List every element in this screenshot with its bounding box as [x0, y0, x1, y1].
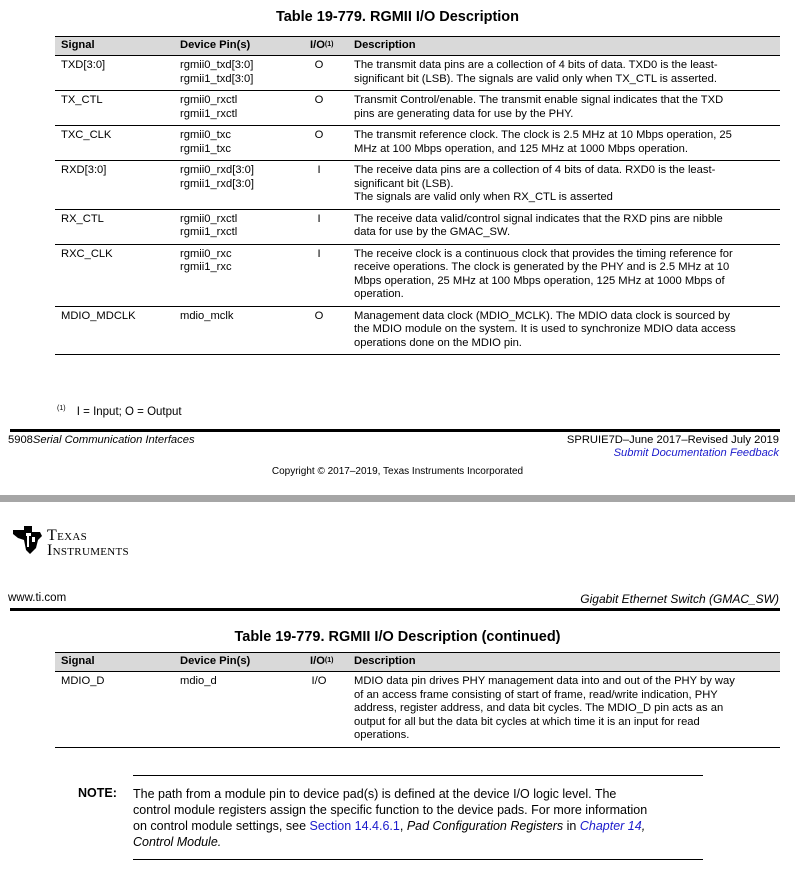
table-row — [55, 209, 780, 244]
cell-description — [348, 209, 780, 244]
description-line: data for use by the GMAC_SW. — [354, 226, 511, 238]
col-signal: Signal — [55, 653, 174, 672]
cell-device-pins — [174, 91, 304, 126]
table-row — [55, 244, 780, 306]
note-text: , — [399, 819, 407, 833]
description-line: Transmit Control/enable. The transmit enable signal indicates that the TXD — [354, 94, 724, 106]
cell-io: O — [304, 56, 348, 91]
table-title-continued: Table 19-779. RGMII I/O Description (continued) — [234, 629, 561, 645]
cell-signal: RXC_CLK — [55, 244, 174, 306]
cell-description — [348, 244, 780, 306]
footnote-mark: (1) — [57, 405, 66, 412]
device-pin: rgmii1_rxctl — [180, 107, 238, 120]
cell-signal: TXC_CLK — [55, 126, 174, 161]
cell-description — [348, 161, 780, 210]
description-line: receive operations. The clock is generated by the PHY and is 2.5 MHz at 10 — [354, 261, 730, 273]
page-separator — [0, 495, 795, 502]
section-link[interactable]: Section 14.4.6.1 — [309, 819, 400, 833]
cell-device-pins — [174, 56, 304, 91]
device-pin: rgmii1_rxctl — [180, 226, 238, 238]
note-text: in — [563, 819, 580, 833]
note-line1: The path from a module pin to device pad(s) is defined at the device I/O logic level. The — [133, 787, 617, 801]
logo-line2: Instruments — [47, 542, 129, 559]
cell-description — [348, 126, 780, 161]
col-io — [304, 653, 348, 672]
col-io — [304, 37, 348, 56]
cell-device-pins — [174, 306, 304, 355]
device-pin: rgmii0_rxctl — [180, 212, 238, 225]
cell-device-pins — [174, 244, 304, 306]
note-italic: Pad Configuration Registers — [406, 819, 564, 833]
cell-description — [348, 672, 780, 748]
footnote-text: I = Input; O = Output — [76, 406, 182, 418]
cell-device-pins — [174, 672, 304, 748]
table-row — [55, 56, 780, 91]
note-line3 — [133, 818, 733, 834]
logo-line1: Texas — [47, 527, 87, 544]
description-line: Management data clock (MDIO_MCLK). The MDIO data clock is sourced by — [354, 309, 730, 322]
description-line: significant bit (LSB). The signals are valid only when TX_CTL is asserted. — [354, 72, 717, 85]
cell-description — [348, 56, 780, 91]
table-header-row — [55, 37, 780, 56]
ti-logo-icon — [10, 522, 50, 556]
table-row — [55, 672, 780, 748]
description-line: operation. — [354, 288, 404, 300]
description-line: pins are generating data for use by the PHY. — [354, 107, 574, 120]
cell-device-pins — [174, 161, 304, 210]
device-pin: rgmii0_txd[3:0] — [180, 59, 254, 71]
chapter-link[interactable]: Chapter 14 — [579, 819, 642, 833]
cell-io: I — [304, 161, 348, 210]
note-line2: control module registers assign the specific function to the device pads. For more information — [133, 803, 648, 817]
device-pin: rgmii1_txc — [180, 142, 231, 155]
note-line4: Control Module. — [133, 835, 222, 849]
col-device-pins: Device Pin(s) — [174, 653, 304, 672]
footer-rule — [10, 429, 780, 432]
description-line: address, register address, and data bit cycles. The MDIO_D pin acts as an — [354, 702, 724, 714]
device-pin: mdio_mclk — [180, 309, 234, 322]
header-rule — [10, 608, 780, 611]
col-io-label: I/O — [310, 39, 325, 52]
cell-io: I — [304, 244, 348, 306]
cell-io: O — [304, 91, 348, 126]
note-rule-top — [133, 775, 703, 776]
description-line: The receive data valid/control signal indicates that the RXD pins are nibble — [354, 212, 723, 225]
feedback-link[interactable]: Submit Documentation Feedback — [613, 447, 779, 459]
device-pin: rgmii0_txc — [180, 129, 231, 141]
note-rule-bottom — [133, 859, 703, 860]
col-description: Description — [348, 37, 780, 56]
cell-signal: RX_CTL — [55, 209, 174, 244]
cell-io: O — [304, 126, 348, 161]
ti-logo-text — [47, 528, 129, 558]
device-pin: rgmii1_txd[3:0] — [180, 72, 254, 85]
doc-id: SPRUIE7D–June 2017–Revised July 2019 — [566, 434, 779, 446]
cell-signal: TX_CTL — [55, 91, 174, 126]
cell-io: O — [304, 306, 348, 355]
footer-left — [8, 434, 195, 446]
description-line: The transmit data pins are a collection of 4 bits of data. TXD0 is the least- — [354, 59, 718, 71]
cell-io: I/O — [304, 672, 348, 748]
description-line: of an access frame consisting of start of frame, read/write indication, PHY — [354, 688, 718, 701]
col-device-pins: Device Pin(s) — [174, 37, 304, 56]
note-label: NOTE: — [78, 786, 117, 800]
table-row — [55, 126, 780, 161]
page-number: 5908 — [8, 434, 33, 446]
col-io-label: I/O — [310, 655, 325, 668]
description-line: MDIO data pin drives PHY management data into and out of the PHY by way — [354, 675, 735, 687]
table-row — [55, 91, 780, 126]
device-pin: mdio_d — [180, 675, 217, 687]
cell-signal: MDIO_MDCLK — [55, 306, 174, 355]
description-line: significant bit (LSB). — [354, 177, 454, 190]
header-title: Gigabit Ethernet Switch (GMAC_SW) — [580, 592, 779, 606]
description-line: The receive clock is a continuous clock that provides the timing reference for — [354, 247, 733, 260]
cell-description — [348, 91, 780, 126]
cell-signal: RXD[3:0] — [55, 161, 174, 210]
device-pin: rgmii0_rxctl — [180, 94, 238, 106]
cell-signal: TXD[3:0] — [55, 56, 174, 91]
description-line: the MDIO module on the system. It is used to synchronize MDIO data access — [354, 323, 736, 335]
description-line: operations. — [354, 729, 410, 741]
description-line: output for all but the data bit cycles at which time it is an input for read — [354, 715, 700, 728]
device-pin: rgmii1_rxc — [180, 261, 232, 273]
note-body — [133, 786, 733, 850]
table-title: Table 19-779. RGMII I/O Description — [275, 9, 520, 25]
io-footnote-ref: (1) — [324, 657, 334, 665]
io-table — [55, 36, 780, 355]
description-line: MHz at 100 Mbps operation, and 125 MHz at 1000 Mbps operation. — [354, 142, 688, 155]
device-pin: rgmii0_rxc — [180, 247, 232, 260]
description-line: The signals are valid only when RX_CTL is asserted — [354, 191, 613, 203]
col-signal: Signal — [55, 37, 174, 56]
table-row — [55, 161, 780, 210]
note-text: on control module settings, see — [133, 819, 310, 833]
footnote — [57, 406, 182, 418]
description-line: The receive data pins are a collection of 4 bits of data. RXD0 is the least- — [354, 164, 716, 176]
table-row — [55, 306, 780, 355]
cell-description — [348, 306, 780, 355]
io-table-continued — [55, 652, 780, 748]
device-pin: rgmii0_rxd[3:0] — [180, 164, 254, 176]
cell-io: I — [304, 209, 348, 244]
table-header-row — [55, 653, 780, 672]
copyright: Copyright © 2017–2019, Texas Instruments Incorporated — [271, 466, 524, 477]
cell-device-pins — [174, 126, 304, 161]
site-url[interactable]: www.ti.com — [8, 592, 67, 604]
footer-right — [567, 434, 779, 459]
description-line: The transmit reference clock. The clock is 2.5 MHz at 10 Mbps operation, 25 — [354, 129, 732, 141]
description-line: operations done on the MDIO pin. — [354, 336, 522, 349]
note-text: , — [641, 819, 646, 833]
cell-signal: MDIO_D — [55, 672, 174, 748]
cell-device-pins — [174, 209, 304, 244]
device-pin: rgmii1_rxd[3:0] — [180, 177, 254, 190]
io-footnote-ref: (1) — [324, 41, 334, 49]
footer-section: Serial Communication Interfaces — [32, 434, 195, 446]
description-line: Mbps operation, 25 MHz at 100 Mbps operation, 125 MHz at 1000 Mbps of — [354, 274, 725, 287]
col-description: Description — [348, 653, 780, 672]
